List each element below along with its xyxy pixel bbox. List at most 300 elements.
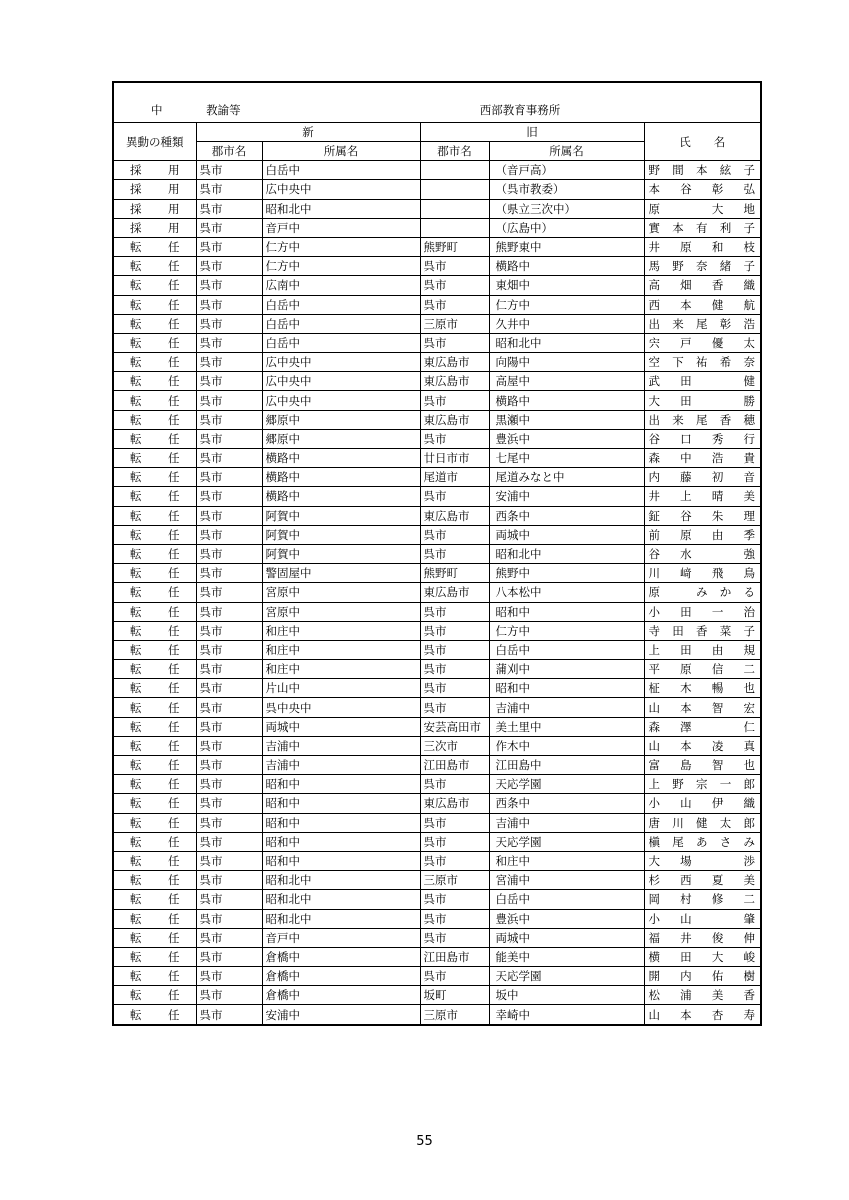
- new-city-cell: 呉市: [196, 218, 262, 237]
- table-row: [113, 832, 761, 851]
- old-city-cell: 三原市: [420, 871, 489, 890]
- new-school-cell: 広中央中: [262, 391, 420, 410]
- new-school-cell: 和庄中: [262, 640, 420, 659]
- new-city-cell: 呉市: [196, 391, 262, 410]
- table-row: [113, 967, 761, 986]
- new-school-cell: 宮原中: [262, 602, 420, 621]
- change-type-cell: 転 任: [113, 851, 196, 870]
- new-school-cell: 倉橋中: [262, 986, 420, 1005]
- new-school-cell: 仁方中: [262, 257, 420, 276]
- old-school-cell: 和庄中: [489, 851, 644, 870]
- table-row: [113, 698, 761, 717]
- old-city-cell: 三次市: [420, 736, 489, 755]
- name-cell: 實本有利子: [644, 218, 761, 237]
- change-type-cell: 転 任: [113, 967, 196, 986]
- name-cell: 上田由規: [644, 640, 761, 659]
- table-row: [113, 199, 761, 218]
- table-row: [113, 372, 761, 391]
- change-type-cell: 転 任: [113, 583, 196, 602]
- new-city-cell: 呉市: [196, 237, 262, 256]
- old-school-cell: 天応学園: [489, 967, 644, 986]
- table-row: [113, 851, 761, 870]
- name-cell: 山本凌真: [644, 736, 761, 755]
- table-row: [113, 928, 761, 947]
- table-row: [113, 775, 761, 794]
- new-city-cell: 呉市: [196, 257, 262, 276]
- old-school-cell: 高屋中: [489, 372, 644, 391]
- old-city-cell: 呉市: [420, 487, 489, 506]
- old-city-cell: 呉市: [420, 640, 489, 659]
- new-city-cell: 呉市: [196, 295, 262, 314]
- old-city-cell: [420, 180, 489, 199]
- change-type-cell: 転 任: [113, 525, 196, 544]
- new-school-cell: 白岳中: [262, 314, 420, 333]
- new-city-cell: 呉市: [196, 1005, 262, 1025]
- name-cell: 西本健航: [644, 295, 761, 314]
- name-cell: 大田 勝: [644, 391, 761, 410]
- old-school-cell: 豊浜中: [489, 429, 644, 448]
- old-school-cell: 横路中: [489, 391, 644, 410]
- old-school-cell: 作木中: [489, 736, 644, 755]
- new-school-cell: 安浦中: [262, 1005, 420, 1025]
- table-row: [113, 583, 761, 602]
- new-city-cell: 呉市: [196, 851, 262, 870]
- old-school-cell: 吉浦中: [489, 698, 644, 717]
- old-city-cell: 呉市: [420, 621, 489, 640]
- new-school-cell: 郷原中: [262, 410, 420, 429]
- old-school-cell: 昭和北中: [489, 333, 644, 352]
- new-school-cell: 白岳中: [262, 161, 420, 180]
- old-city-cell: 三原市: [420, 1005, 489, 1025]
- table-row: [113, 257, 761, 276]
- change-type-cell: 転 任: [113, 372, 196, 391]
- new-city-cell: 呉市: [196, 583, 262, 602]
- name-cell: 本谷彰弘: [644, 180, 761, 199]
- new-header: 新: [196, 123, 420, 142]
- old-city-cell: [420, 161, 489, 180]
- table-row: [113, 314, 761, 333]
- personnel-table: [112, 81, 762, 1026]
- old-city-cell: 呉市: [420, 429, 489, 448]
- name-cell: 馬野奈緒子: [644, 257, 761, 276]
- old-city-cell: [420, 218, 489, 237]
- old-city-cell: 呉市: [420, 909, 489, 928]
- name-cell: 山本杏寿: [644, 1005, 761, 1025]
- table-row: [113, 756, 761, 775]
- table-row: [113, 161, 761, 180]
- name-cell: 出来尾彰浩: [644, 314, 761, 333]
- old-school-cell: 吉浦中: [489, 813, 644, 832]
- page-number: 55: [416, 1134, 433, 1149]
- new-city-cell: 呉市: [196, 180, 262, 199]
- old-school-header: 所属名: [489, 142, 644, 161]
- new-city-cell: 呉市: [196, 468, 262, 487]
- name-cell: 高畑香織: [644, 276, 761, 295]
- old-city-cell: 呉市: [420, 679, 489, 698]
- old-city-cell: 呉市: [420, 544, 489, 563]
- new-school-cell: 白岳中: [262, 295, 420, 314]
- new-school-cell: 広南中: [262, 276, 420, 295]
- new-school-cell: 和庄中: [262, 621, 420, 640]
- table-row: [113, 660, 761, 679]
- new-school-cell: 郷原中: [262, 429, 420, 448]
- change-type-cell: 転 任: [113, 353, 196, 372]
- new-school-cell: 広中央中: [262, 372, 420, 391]
- caption-row: [113, 82, 761, 123]
- old-city-cell: 呉市: [420, 295, 489, 314]
- new-city-cell: 呉市: [196, 621, 262, 640]
- change-type-cell: 転 任: [113, 660, 196, 679]
- new-city-cell: 呉市: [196, 199, 262, 218]
- old-school-cell: 昭和中: [489, 679, 644, 698]
- change-type-cell: 転 任: [113, 909, 196, 928]
- old-school-cell: 向陽中: [489, 353, 644, 372]
- change-type-cell: 転 任: [113, 429, 196, 448]
- name-cell: 平原信二: [644, 660, 761, 679]
- new-school-cell: 倉橋中: [262, 947, 420, 966]
- table-row: [113, 1005, 761, 1025]
- personnel-document: [112, 81, 760, 1026]
- table-row: [113, 544, 761, 563]
- name-cell: 岡村修二: [644, 890, 761, 909]
- name-cell: 森澤 仁: [644, 717, 761, 736]
- change-type-cell: 転 任: [113, 295, 196, 314]
- change-type-cell: 転 任: [113, 449, 196, 468]
- name-cell: 井原和枝: [644, 237, 761, 256]
- name-cell: 空下祐希奈: [644, 353, 761, 372]
- caption-office-cell: [420, 82, 761, 123]
- new-city-cell: 呉市: [196, 487, 262, 506]
- table-row: [113, 986, 761, 1005]
- name-cell: 上野宗一郎: [644, 775, 761, 794]
- old-school-cell: 白岳中: [489, 890, 644, 909]
- change-type-cell: 転 任: [113, 698, 196, 717]
- old-city-cell: 呉市: [420, 813, 489, 832]
- old-header: 旧: [420, 123, 644, 142]
- name-cell: 野間本絃子: [644, 161, 761, 180]
- new-city-cell: 呉市: [196, 449, 262, 468]
- table-row: [113, 794, 761, 813]
- table-row: [113, 871, 761, 890]
- new-city-cell: 呉市: [196, 333, 262, 352]
- change-type-cell: 採 用: [113, 180, 196, 199]
- change-type-cell: 転 任: [113, 544, 196, 563]
- change-type-cell: 転 任: [113, 871, 196, 890]
- change-type-cell: 転 任: [113, 257, 196, 276]
- change-type-cell: 転 任: [113, 314, 196, 333]
- old-school-cell: （呉市教委）: [489, 180, 644, 199]
- table-row: [113, 621, 761, 640]
- old-school-cell: 尾道みなと中: [489, 468, 644, 487]
- new-city-cell: 呉市: [196, 698, 262, 717]
- old-school-cell: 美土里中: [489, 717, 644, 736]
- old-school-cell: 東畑中: [489, 276, 644, 295]
- old-city-cell: 呉市: [420, 698, 489, 717]
- name-cell: 小山 肇: [644, 909, 761, 928]
- new-school-cell: 横路中: [262, 487, 420, 506]
- new-school-cell: 仁方中: [262, 237, 420, 256]
- table-row: [113, 218, 761, 237]
- name-cell: 谷口秀行: [644, 429, 761, 448]
- change-type-cell: 採 用: [113, 218, 196, 237]
- name-cell: 武田 健: [644, 372, 761, 391]
- name-header: 氏 名: [644, 123, 761, 161]
- new-city-cell: 呉市: [196, 775, 262, 794]
- table-row: [113, 506, 761, 525]
- name-cell: 開内佑樹: [644, 967, 761, 986]
- old-school-cell: 西条中: [489, 794, 644, 813]
- new-city-cell: 呉市: [196, 544, 262, 563]
- table-row: [113, 237, 761, 256]
- table-row: [113, 602, 761, 621]
- old-city-cell: 呉市: [420, 525, 489, 544]
- old-city-cell: 江田島市: [420, 947, 489, 966]
- new-city-cell: 呉市: [196, 890, 262, 909]
- change-type-cell: 転 任: [113, 468, 196, 487]
- new-school-cell: 宮原中: [262, 583, 420, 602]
- change-type-cell: 転 任: [113, 237, 196, 256]
- old-city-cell: 呉市: [420, 391, 489, 410]
- name-cell: 川﨑飛鳥: [644, 564, 761, 583]
- new-school-cell: 阿賀中: [262, 525, 420, 544]
- new-school-cell: 広中央中: [262, 180, 420, 199]
- new-city-cell: 呉市: [196, 871, 262, 890]
- old-city-cell: 坂町: [420, 986, 489, 1005]
- table-row: [113, 333, 761, 352]
- new-school-cell: 吉浦中: [262, 756, 420, 775]
- change-type-cell: 採 用: [113, 199, 196, 218]
- name-cell: 井上晴美: [644, 487, 761, 506]
- old-city-cell: 廿日市市: [420, 449, 489, 468]
- old-city-cell: 三原市: [420, 314, 489, 333]
- new-school-cell: 昭和北中: [262, 890, 420, 909]
- new-city-cell: 呉市: [196, 506, 262, 525]
- name-cell: 小山伊織: [644, 794, 761, 813]
- old-school-cell: 横路中: [489, 257, 644, 276]
- new-city-cell: 呉市: [196, 602, 262, 621]
- new-school-cell: 昭和中: [262, 851, 420, 870]
- new-school-header: 所属名: [262, 142, 420, 161]
- change-type-cell: 転 任: [113, 487, 196, 506]
- new-city-cell: 呉市: [196, 640, 262, 659]
- new-school-cell: 白岳中: [262, 333, 420, 352]
- new-school-cell: 阿賀中: [262, 544, 420, 563]
- table-row: [113, 449, 761, 468]
- old-city-cell: 呉市: [420, 660, 489, 679]
- old-city-cell: 東広島市: [420, 583, 489, 602]
- table-row: [113, 180, 761, 199]
- new-city-cell: 呉市: [196, 410, 262, 429]
- new-school-cell: 音戸中: [262, 928, 420, 947]
- new-school-cell: 横路中: [262, 468, 420, 487]
- name-cell: 宍戸優太: [644, 333, 761, 352]
- name-cell: 原 みかる: [644, 583, 761, 602]
- table-row: [113, 276, 761, 295]
- new-city-cell: 呉市: [196, 928, 262, 947]
- name-cell: 山本智宏: [644, 698, 761, 717]
- new-city-cell: 呉市: [196, 372, 262, 391]
- old-school-cell: 仁方中: [489, 295, 644, 314]
- new-school-cell: 昭和中: [262, 794, 420, 813]
- table-row: [113, 564, 761, 583]
- change-type-cell: 転 任: [113, 775, 196, 794]
- table-row: [113, 679, 761, 698]
- table-row: [113, 736, 761, 755]
- table-row: [113, 909, 761, 928]
- old-school-cell: 天応学園: [489, 832, 644, 851]
- new-city-cell: 呉市: [196, 429, 262, 448]
- name-cell: 横田大峻: [644, 947, 761, 966]
- old-school-cell: 両城中: [489, 525, 644, 544]
- old-school-cell: 蒲刈中: [489, 660, 644, 679]
- new-school-cell: 倉橋中: [262, 967, 420, 986]
- new-school-cell: 昭和北中: [262, 909, 420, 928]
- table-row: [113, 640, 761, 659]
- old-school-cell: 熊野東中: [489, 237, 644, 256]
- change-type-cell: 転 任: [113, 794, 196, 813]
- name-cell: 前原由季: [644, 525, 761, 544]
- table-row: [113, 813, 761, 832]
- caption-spacer: [262, 82, 420, 123]
- change-type-cell: 転 任: [113, 717, 196, 736]
- new-city-cell: 呉市: [196, 794, 262, 813]
- new-school-cell: 昭和中: [262, 832, 420, 851]
- new-city-cell: 呉市: [196, 813, 262, 832]
- change-type-cell: 転 任: [113, 890, 196, 909]
- new-city-cell: 呉市: [196, 679, 262, 698]
- old-city-cell: 呉市: [420, 333, 489, 352]
- old-city-cell: 東広島市: [420, 372, 489, 391]
- old-school-cell: 七尾中: [489, 449, 644, 468]
- old-city-header: 郡市名: [420, 142, 489, 161]
- new-city-cell: 呉市: [196, 314, 262, 333]
- old-school-cell: 久井中: [489, 314, 644, 333]
- new-school-cell: 両城中: [262, 717, 420, 736]
- table-body: [113, 82, 761, 1025]
- new-school-cell: 警固屋中: [262, 564, 420, 583]
- new-school-cell: 昭和北中: [262, 199, 420, 218]
- name-cell: 出来尾香穂: [644, 410, 761, 429]
- old-school-cell: 西条中: [489, 506, 644, 525]
- old-school-cell: 宮浦中: [489, 871, 644, 890]
- old-city-cell: 東広島市: [420, 794, 489, 813]
- change-type-cell: 転 任: [113, 736, 196, 755]
- change-type-cell: 転 任: [113, 679, 196, 698]
- name-cell: 寺田香菜子: [644, 621, 761, 640]
- new-school-cell: 呉中央中: [262, 698, 420, 717]
- old-city-cell: 呉市: [420, 890, 489, 909]
- change-type-cell: 転 任: [113, 1005, 196, 1025]
- old-city-cell: 呉市: [420, 276, 489, 295]
- name-cell: 谷水 強: [644, 544, 761, 563]
- table-row: [113, 468, 761, 487]
- change-type-cell: 転 任: [113, 410, 196, 429]
- table-row: [113, 353, 761, 372]
- change-type-cell: 転 任: [113, 602, 196, 621]
- new-city-cell: 呉市: [196, 756, 262, 775]
- old-school-cell: 天応学園: [489, 775, 644, 794]
- office-label: 西部教育事務所: [479, 103, 561, 117]
- old-school-cell: 幸崎中: [489, 1005, 644, 1025]
- new-city-cell: 呉市: [196, 832, 262, 851]
- new-school-cell: 昭和北中: [262, 871, 420, 890]
- new-city-header: 郡市名: [196, 142, 262, 161]
- table-row: [113, 717, 761, 736]
- name-cell: 唐川健太郎: [644, 813, 761, 832]
- old-school-cell: 仁方中: [489, 621, 644, 640]
- table-row: [113, 525, 761, 544]
- change-type-cell: 転 任: [113, 813, 196, 832]
- new-school-cell: 吉浦中: [262, 736, 420, 755]
- old-school-cell: （県立三次中）: [489, 199, 644, 218]
- old-school-cell: 昭和中: [489, 602, 644, 621]
- new-school-cell: 昭和中: [262, 775, 420, 794]
- change-type-cell: 転 任: [113, 756, 196, 775]
- old-city-cell: 東広島市: [420, 410, 489, 429]
- new-city-cell: 呉市: [196, 564, 262, 583]
- old-city-cell: 東広島市: [420, 353, 489, 372]
- name-cell: 富島智也: [644, 756, 761, 775]
- change-type-cell: 転 任: [113, 564, 196, 583]
- change-type-header: 異動の種類: [113, 123, 196, 161]
- new-city-cell: 呉市: [196, 909, 262, 928]
- new-school-cell: 片山中: [262, 679, 420, 698]
- old-school-cell: 昭和北中: [489, 544, 644, 563]
- old-city-cell: 安芸高田市: [420, 717, 489, 736]
- old-school-cell: 熊野中: [489, 564, 644, 583]
- old-city-cell: 呉市: [420, 832, 489, 851]
- new-city-cell: 呉市: [196, 660, 262, 679]
- table-row: [113, 295, 761, 314]
- table-row: [113, 410, 761, 429]
- name-cell: 原 大地: [644, 199, 761, 218]
- name-cell: 杉西夏美: [644, 871, 761, 890]
- name-cell: 森中浩貴: [644, 449, 761, 468]
- change-type-cell: 転 任: [113, 832, 196, 851]
- caption-level-cell: [113, 82, 262, 123]
- new-city-cell: 呉市: [196, 276, 262, 295]
- old-school-cell: 坂中: [489, 986, 644, 1005]
- old-school-cell: 豊浜中: [489, 909, 644, 928]
- old-school-cell: 白岳中: [489, 640, 644, 659]
- old-city-cell: 呉市: [420, 775, 489, 794]
- new-city-cell: 呉市: [196, 525, 262, 544]
- new-school-cell: 昭和中: [262, 813, 420, 832]
- old-school-cell: 八本松中: [489, 583, 644, 602]
- new-city-cell: 呉市: [196, 717, 262, 736]
- new-city-cell: 呉市: [196, 736, 262, 755]
- old-school-cell: （音戸高）: [489, 161, 644, 180]
- old-school-cell: 江田島中: [489, 756, 644, 775]
- new-school-cell: 広中央中: [262, 353, 420, 372]
- table-row: [113, 487, 761, 506]
- old-city-cell: [420, 199, 489, 218]
- name-cell: 大場 渉: [644, 851, 761, 870]
- name-cell: 内藤初音: [644, 468, 761, 487]
- old-school-cell: 両城中: [489, 928, 644, 947]
- name-cell: 小田一治: [644, 602, 761, 621]
- header-row-1: [113, 123, 761, 142]
- name-cell: 槇尾あさみ: [644, 832, 761, 851]
- old-city-cell: 東広島市: [420, 506, 489, 525]
- change-type-cell: 採 用: [113, 161, 196, 180]
- change-type-cell: 転 任: [113, 640, 196, 659]
- old-city-cell: 呉市: [420, 602, 489, 621]
- new-school-cell: 阿賀中: [262, 506, 420, 525]
- kind-label: 教諭等: [206, 103, 241, 117]
- old-school-cell: 能美中: [489, 947, 644, 966]
- new-city-cell: 呉市: [196, 353, 262, 372]
